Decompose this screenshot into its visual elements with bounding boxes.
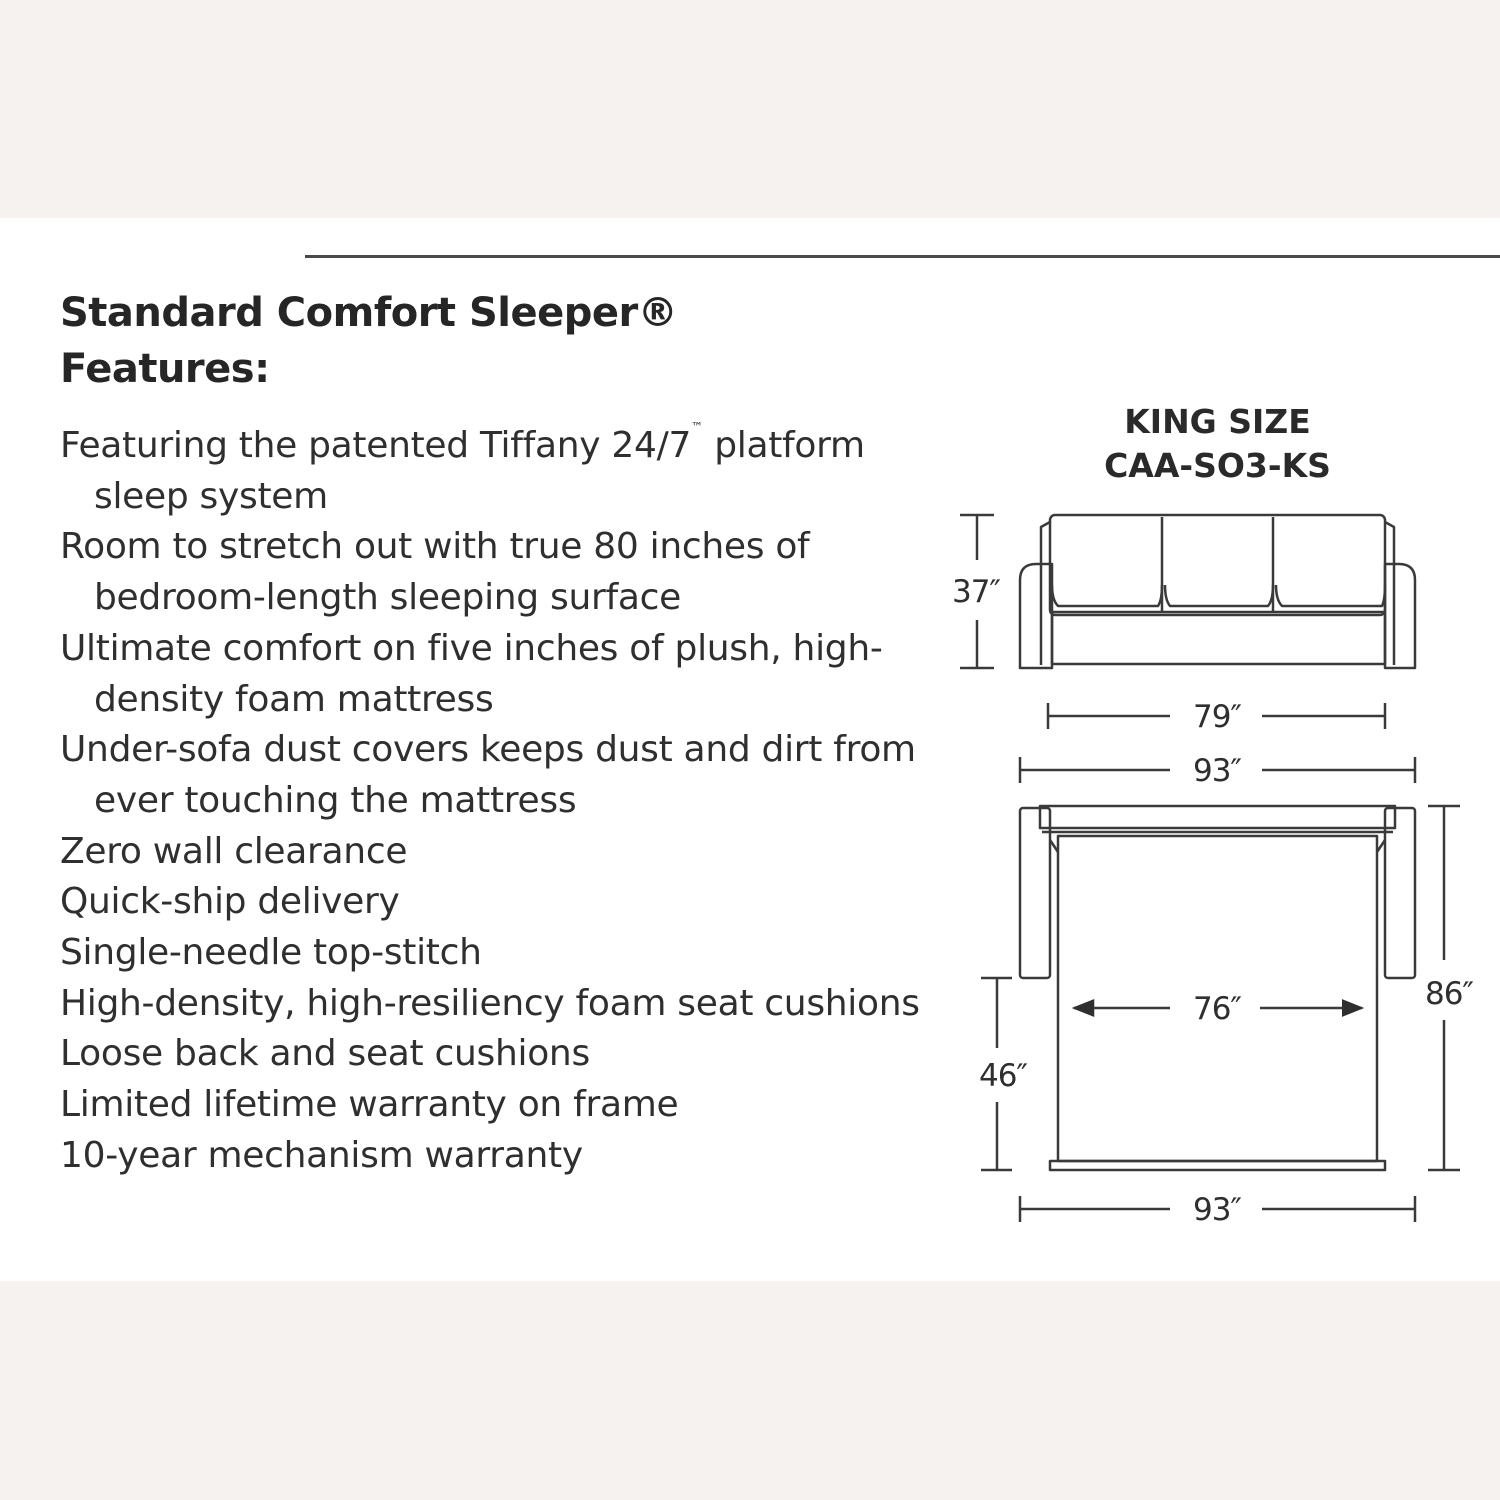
feature-item: Featuring the patented Tiffany 24/7™ platform sleep system — [60, 420, 865, 517]
feature-item: Loose back and seat cushions — [60, 1033, 590, 1075]
trademark-mark: ™ — [691, 420, 704, 434]
mattress-width-value: 76″ — [1192, 991, 1242, 1027]
seat-width-value: 79″ — [1192, 699, 1242, 735]
plan-right-arm — [1385, 808, 1415, 978]
right-arm — [1385, 564, 1415, 668]
feature-item: Ultimate comfort on five inches of plush, high-density foam mattress — [60, 627, 883, 720]
product-title-line2: Features: — [60, 346, 270, 392]
seat-cushion — [1052, 585, 1162, 606]
sofa-back — [1050, 515, 1385, 615]
seat-cushion — [1276, 585, 1385, 606]
closed-depth-value: 46″ — [978, 1058, 1028, 1094]
feature-item: Single-needle top-stitch — [60, 932, 482, 974]
feature-item: High-density, high-resiliency foam seat cushions — [60, 982, 920, 1024]
product-title-line1: Standard Comfort Sleeper® — [60, 290, 678, 336]
seat-cushion — [1165, 585, 1273, 606]
sofa-base — [1052, 612, 1385, 664]
overall-width-plan-value: 93″ — [1192, 1192, 1242, 1228]
plan-back — [1040, 806, 1395, 828]
feature-item: Room to stretch out with true 80 inches of bedroom-length sleeping surface — [60, 526, 810, 619]
feature-item: Quick-ship delivery — [60, 881, 400, 923]
left-arm — [1020, 564, 1052, 668]
model-code-label: CAA-SO3-KS — [1104, 446, 1331, 485]
mattress-foot — [1050, 1161, 1385, 1170]
right-back-edge — [1385, 522, 1394, 665]
feature-item: Under-sofa dust covers keeps dust and dirt from ever touching the mattress — [60, 729, 916, 821]
feature-item: Limited lifetime warranty on frame — [60, 1084, 679, 1126]
height-value: 37″ — [951, 574, 1001, 610]
sofa-front-view — [1020, 515, 1415, 668]
model-size-label: KING SIZE — [1124, 402, 1311, 441]
left-back-edge — [1041, 522, 1050, 665]
feature-item: Zero wall clearance — [60, 830, 408, 872]
overall-width-front-value: 93″ — [1192, 753, 1242, 789]
open-depth-value: 86″ — [1424, 976, 1474, 1012]
plan-left-arm — [1020, 808, 1050, 978]
feature-item: 10-year mechanism warranty — [60, 1134, 583, 1176]
sofa-plan-view — [1020, 806, 1415, 1170]
